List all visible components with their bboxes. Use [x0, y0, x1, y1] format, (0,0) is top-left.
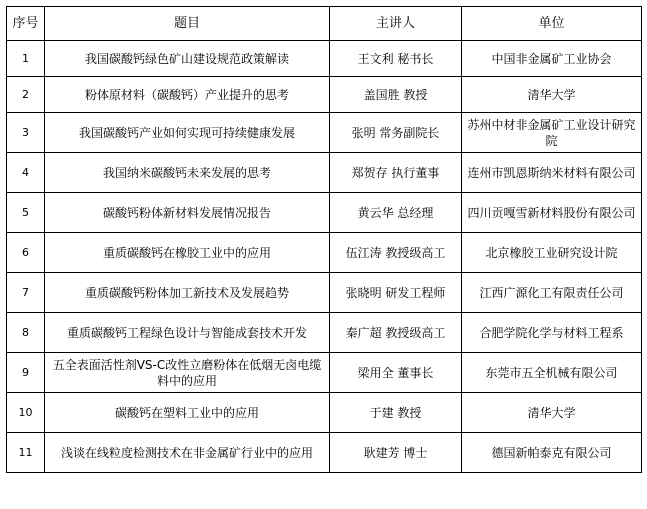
row-unit: 清华大学	[462, 77, 642, 113]
row-unit: 四川贡嘎雪新材料股份有限公司	[462, 193, 642, 233]
row-unit: 东莞市五全机械有限公司	[462, 353, 642, 393]
row-title: 碳酸钙在塑料工业中的应用	[45, 393, 330, 433]
header-title: 题目	[45, 7, 330, 41]
table-row	[7, 353, 642, 393]
row-number: 5	[7, 193, 45, 233]
row-unit: 中国非金属矿工业协会	[462, 41, 642, 77]
table-row	[7, 113, 642, 153]
row-unit: 北京橡胶工业研究设计院	[462, 233, 642, 273]
row-speaker: 盖国胜 教授	[330, 77, 462, 113]
row-number: 1	[7, 41, 45, 77]
row-unit: 江西广源化工有限责任公司	[462, 273, 642, 313]
row-title: 我国碳酸钙产业如何实现可持续健康发展	[45, 113, 330, 153]
row-number: 7	[7, 273, 45, 313]
row-number: 11	[7, 433, 45, 473]
table-row	[7, 313, 642, 353]
row-speaker: 秦广超 教授级高工	[330, 313, 462, 353]
table-row	[7, 433, 642, 473]
header-number: 序号	[7, 7, 45, 41]
row-title: 粉体原材料（碳酸钙）产业提升的思考	[45, 77, 330, 113]
row-unit: 合肥学院化学与材料工程系	[462, 313, 642, 353]
row-title: 浅谈在线粒度检测技术在非金属矿行业中的应用	[45, 433, 330, 473]
row-title: 五全表面活性剂VS-C改性立磨粉体在低烟无卤电缆料中的应用	[45, 353, 330, 393]
table-row	[7, 77, 642, 113]
table-row	[7, 233, 642, 273]
row-speaker: 耿建芳 博士	[330, 433, 462, 473]
table-row	[7, 273, 642, 313]
table-row	[7, 41, 642, 77]
row-unit: 清华大学	[462, 393, 642, 433]
header-unit: 单位	[462, 7, 642, 41]
row-speaker: 梁用全 董事长	[330, 353, 462, 393]
row-number: 10	[7, 393, 45, 433]
header-speaker: 主讲人	[330, 7, 462, 41]
row-number: 4	[7, 153, 45, 193]
row-speaker: 张晓明 研发工程师	[330, 273, 462, 313]
row-title: 重质碳酸钙粉体加工新技术及发展趋势	[45, 273, 330, 313]
row-number: 9	[7, 353, 45, 393]
row-title: 我国纳米碳酸钙未来发展的思考	[45, 153, 330, 193]
row-title: 我国碳酸钙绿色矿山建设规范政策解读	[45, 41, 330, 77]
row-speaker: 王文利 秘书长	[330, 41, 462, 77]
row-number: 8	[7, 313, 45, 353]
lecture-schedule-table	[6, 6, 642, 473]
row-number: 2	[7, 77, 45, 113]
row-speaker: 于建 教授	[330, 393, 462, 433]
row-title: 碳酸钙粉体新材料发展情况报告	[45, 193, 330, 233]
table-row	[7, 153, 642, 193]
row-title: 重质碳酸钙工程绿色设计与智能成套技术开发	[45, 313, 330, 353]
row-number: 3	[7, 113, 45, 153]
table-row	[7, 393, 642, 433]
row-speaker: 张明 常务副院长	[330, 113, 462, 153]
row-unit: 连州市凯恩斯纳米材料有限公司	[462, 153, 642, 193]
row-title: 重质碳酸钙在橡胶工业中的应用	[45, 233, 330, 273]
header-row	[7, 7, 642, 41]
row-unit: 苏州中材非金属矿工业设计研究院	[462, 113, 642, 153]
row-speaker: 伍江涛 教授级高工	[330, 233, 462, 273]
row-number: 6	[7, 233, 45, 273]
table-row	[7, 193, 642, 233]
row-unit: 德国新帕泰克有限公司	[462, 433, 642, 473]
row-speaker: 郑贺存 执行董事	[330, 153, 462, 193]
row-speaker: 黄云华 总经理	[330, 193, 462, 233]
